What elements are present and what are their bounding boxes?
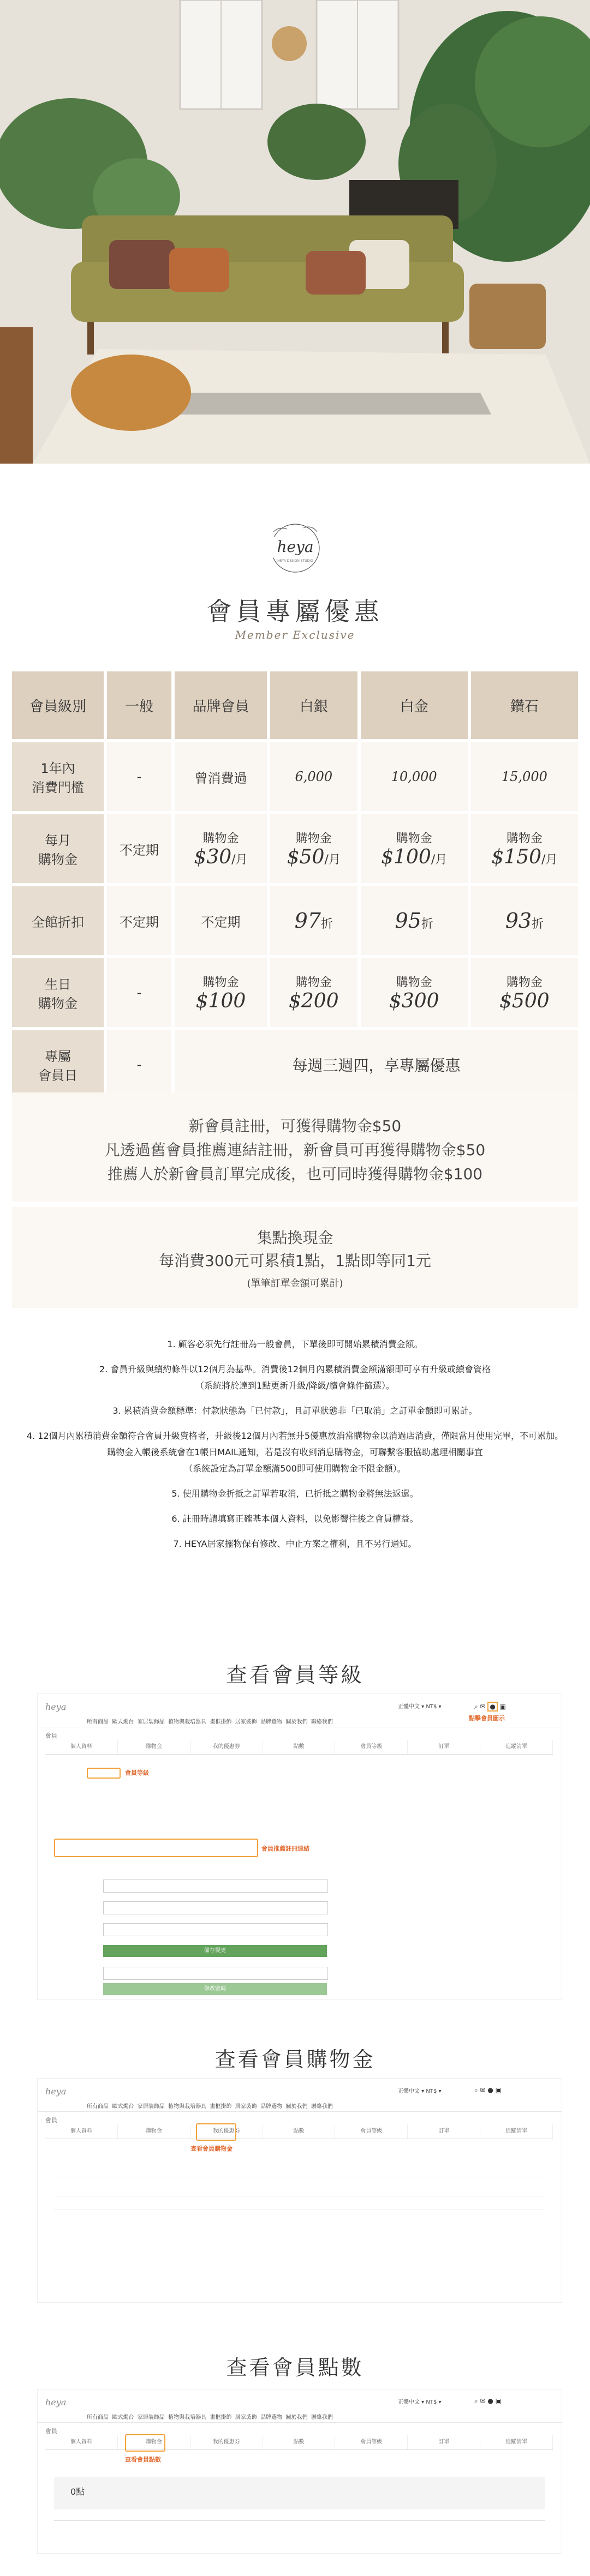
table-row [12,958,578,1027]
section-title-credit: 查看會員購物金 [214,2047,376,2071]
table-cell: 購物金 $150/月 [471,814,578,883]
membership-table [12,668,578,1102]
col-header: 品牌會員 [175,671,267,739]
row-label: 全館折扣 [12,886,104,955]
table-cell: 購物金 $200 [270,958,357,1027]
table-cell: 不定期 [107,886,171,955]
brand-logo [0,518,590,580]
logo-tagline: HEYA DESIGN STUDIO [277,559,313,563]
screenshot-level: heya 所有商品 歐式燭台 家居装飾品 植物與栽培器具 畫框掛飾 居家裝飾 品牌選物 關於我們 聯絡我們 正體中文 ▾ NT$ ▾ ⌕ ✉ ● ▣ 點擊會員圖示 會員 個人資料 購物金 我的優惠券 點數 會員等級 訂單 追蹤清單 會員等級 會員推薦註冊連結 儲存變更 修改密碼 [37,1694,562,2000]
table-cell: 95折 [361,886,468,955]
col-header: 鑽石 [471,671,578,739]
table-cell: - [107,958,171,1027]
table-row [12,742,578,811]
table-cell: 曾消費過 [175,742,267,811]
table-cell: 不定期 [175,886,267,955]
table-cell: 購物金 $50/月 [270,814,357,883]
hero-photo [0,0,590,464]
password-button[interactable]: 修改密碼 [103,1983,327,1995]
page-subtitle: Member Exclusive [235,628,355,641]
page-title: 會員專屬優惠 [206,597,384,626]
col-header: 會員級別 [12,671,104,739]
site-nav: heya 所有商品 歐式燭台 家居装飾品 植物與栽培器具 畫框掛飾 居家裝飾 品牌選物 關於我們 聯絡我們 正體中文 ▾ NT$ ▾ ⌕ ✉ ● ▣ 點擊會員圖示 [38,1694,562,1727]
section-title-level: 查看會員等級 [226,1663,364,1687]
table-cell: 購物金 $300 [361,958,468,1027]
table-row [12,814,578,883]
logo-text: heya [276,538,314,556]
row-label: 生日 購物金 [12,958,104,1027]
screenshot-credit: heya 所有商品 歐式燭台 家居装飾品 植物與栽培器具 畫框掛飾 居家裝飾 品牌選物 關於我們 聯絡我們 正體中文 ▾ NT$ ▾ ⌕ ✉ ● ▣ 會員 個人資料 購物金 我的優惠券 點數 會員等級 訂單 追蹤清單 查看會員購物金 [37,2078,562,2303]
table-cell: 購物金 $100 [175,958,267,1027]
table-cell: 購物金 $500 [471,958,578,1027]
table-cell: 93折 [471,886,578,955]
table-cell: - [107,1030,171,1099]
table-row [12,886,578,955]
table-cell: 6,000 [270,742,357,811]
col-header: 白金 [361,671,468,739]
table-cell: 購物金 $30/月 [175,814,267,883]
table-cell: 10,000 [361,742,468,811]
points-title: 集點換現金 [257,1229,333,1247]
table-cell: 每週三週四，享專屬優惠 [175,1030,578,1099]
col-header: 白銀 [270,671,357,739]
register-promo: 新會員註冊，可獲得購物金$50 凡透過舊會員推薦連結註冊，新會員可再獲得購物金$50 推薦人於新會員訂單完成後，也可同時獲得購物金$100 [12,1092,578,1202]
points-promo: 集點換現金 每消費300元可累積1點，1點即等同1元 (單筆訂單金額可累計) [12,1207,578,1308]
row-label: 每月 購物金 [12,814,104,883]
nav-icons: ⌕ ✉ ● ▣ [474,1703,506,1710]
screenshot-points: heya 所有商品 歐式燭台 家居装飾品 植物與栽培器具 畫框掛飾 居家裝飾 品牌選物 關於我們 聯絡我們 正體中文 ▾ NT$ ▾ ⌕ ✉ ● ▣ 會員 個人資料 購物金 我的優惠券 點數 會員等級 訂單 追蹤清單 查看會員點數 0點 [37,2389,562,2554]
section-title-points: 查看會員點數 [226,2356,364,2380]
row-label: 1年內 消費門檻 [12,742,104,811]
table-cell: 不定期 [107,814,171,883]
table-cell: 15,000 [471,742,578,811]
table-row [12,1030,578,1099]
row-label: 專屬 會員日 [12,1030,104,1099]
rules-list: 1. 顧客必須先行註冊為一般會員，下單後即可開始累積消費金額。 2. 會員升級與續約條件以12個月為基準。消費後12個月內累積消費金額滿額即可享有升級或續會資格 （系統將於達到1點更新升級/降級/續會條件篩選）。 3. 累積消費金額標準：付款狀態為「已付款」，且訂單狀態非「已取消」之訂單金額即可累計。 4. 12個月內累積消費金額符合會員升級資格者，升級後12個月內若無升5優惠放消當購物金以消過店消費，僅限當月使用完畢，不可累加。 購物金入帳後系統會在1帳日MAIL通知，若是沒有收到消息購物金，可聯繫客服協助處理相關事宜 （系統設定為訂單金額滿500即可使用購物金不限金額）。 5. 使用購物金折抵之訂單若取消，已折抵之購物金將無法返還。 6. 註冊時請填寫正確基本個人資料，以免影響往後之會員權益。 7. HEYA居家擺物保有修改、中止方案之權利，且不另行通知。 [26,1339,564,1549]
site-logo: heya [45,1702,67,1712]
save-button[interactable]: 儲存變更 [103,1945,327,1957]
member-tabs: 個人資料 購物金 我的優惠券 點數 會員等級 訂單 追蹤清單 [45,1740,553,1755]
table-cell: 購物金 $100/月 [361,814,468,883]
table-cell: - [107,742,171,811]
table-cell: 97折 [270,886,357,955]
col-header: 一般 [107,671,171,739]
site-menu: 所有商品 歐式燭台 家居装飾品 植物與栽培器具 畫框掛飾 居家裝飾 品牌選物 關於我們 聯絡我們 [87,1719,333,1725]
member-icon: ● [487,1702,497,1712]
